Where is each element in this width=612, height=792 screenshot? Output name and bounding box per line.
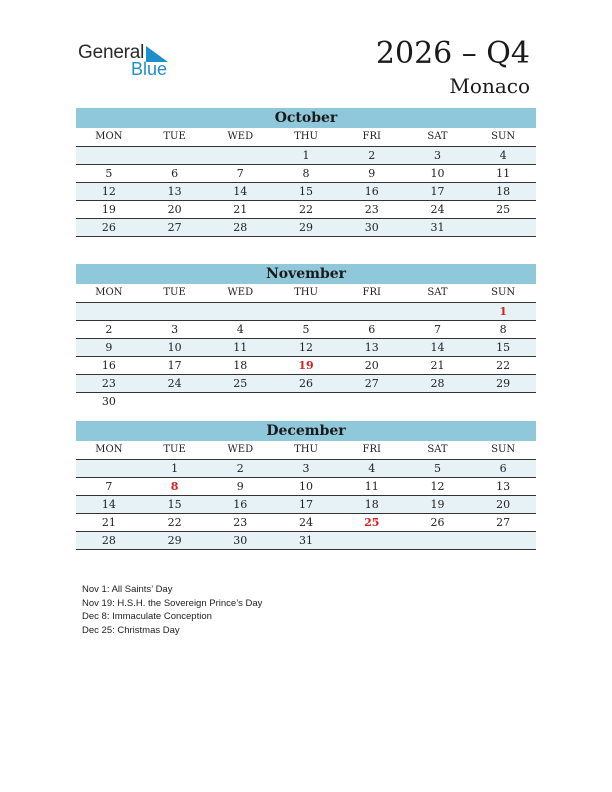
day-cell: 31 <box>430 221 445 234</box>
holiday-note: Dec 25: Christmas Day <box>82 624 180 636</box>
day-cell: 31 <box>299 534 314 547</box>
holiday-note: Dec 8: Immaculate Conception <box>82 611 212 622</box>
day-cell: 28 <box>430 377 445 390</box>
day-cell: 30 <box>101 395 116 408</box>
weekday-label: FRI <box>362 131 381 142</box>
day-cell: 3 <box>302 462 310 475</box>
day-cell <box>142 303 208 320</box>
week-row <box>76 514 536 532</box>
week-row <box>76 165 536 183</box>
day-cell: 23 <box>101 377 116 390</box>
day-cell: 28 <box>101 534 116 547</box>
day-cell: 26 <box>101 221 116 234</box>
week-row <box>76 147 536 165</box>
day-cell: 13 <box>496 480 511 493</box>
day-cell: 20 <box>364 359 379 372</box>
holiday-day-cell: 19 <box>298 359 314 372</box>
holiday-day-cell: 1 <box>499 305 507 318</box>
day-cell: 9 <box>105 341 113 354</box>
month-calendar-october <box>76 108 536 237</box>
day-cell: 2 <box>236 462 244 475</box>
day-cell: 17 <box>430 185 445 198</box>
day-cell: 13 <box>167 185 182 198</box>
day-cell: 22 <box>167 516 182 529</box>
weekday-label: THU <box>294 131 318 142</box>
week-row <box>76 393 536 410</box>
day-cell: 7 <box>433 323 441 336</box>
day-cell: 18 <box>496 185 511 198</box>
day-cell: 1 <box>171 462 179 475</box>
weekday-label: THU <box>294 444 318 455</box>
day-cell <box>470 393 536 410</box>
day-cell: 30 <box>233 534 248 547</box>
day-cell: 19 <box>101 203 116 216</box>
day-cell: 21 <box>101 516 116 529</box>
week-row <box>76 201 536 219</box>
week-row <box>76 339 536 357</box>
day-cell: 29 <box>167 534 182 547</box>
weekday-header-row <box>76 284 536 303</box>
day-cell: 5 <box>105 167 113 180</box>
week-row <box>76 478 536 496</box>
day-cell <box>470 532 536 549</box>
day-cell: 27 <box>496 516 511 529</box>
day-cell: 6 <box>368 323 376 336</box>
day-cell: 7 <box>236 167 244 180</box>
day-cell: 19 <box>430 498 445 511</box>
day-cell: 24 <box>299 516 314 529</box>
day-cell: 27 <box>364 377 379 390</box>
holiday-day-cell: 8 <box>170 480 179 493</box>
day-cell: 23 <box>364 203 379 216</box>
day-cell: 24 <box>167 377 182 390</box>
page-title: 2026 – Q4 <box>375 36 530 71</box>
holiday-note: Nov 19: H.S.H. the Sovereign Prince’s Day <box>82 597 263 609</box>
weekday-label: FRI <box>362 287 381 298</box>
holiday-day-cell: 25 <box>364 516 380 529</box>
weekday-label: MON <box>95 444 123 455</box>
weekday-label: TUE <box>163 287 186 298</box>
day-cell: 23 <box>233 516 248 529</box>
day-cell: 16 <box>233 498 248 511</box>
day-cell <box>405 303 471 320</box>
weekday-label: THU <box>294 287 318 298</box>
day-cell: 15 <box>496 341 511 354</box>
week-row <box>76 532 536 550</box>
month-calendar-december <box>76 421 536 550</box>
weekday-label: SAT <box>427 444 448 455</box>
weekday-header-row <box>76 441 536 460</box>
day-cell: 8 <box>302 167 310 180</box>
day-cell: 20 <box>496 498 511 511</box>
day-cell: 2 <box>368 149 376 162</box>
weekday-label: MON <box>95 287 123 298</box>
day-cell: 4 <box>236 323 244 336</box>
day-cell: 11 <box>496 167 511 180</box>
day-cell: 14 <box>430 341 445 354</box>
week-row <box>76 460 536 478</box>
day-cell: 2 <box>105 323 113 336</box>
day-cell <box>339 303 405 320</box>
holiday-notes <box>82 583 262 637</box>
week-row <box>76 303 536 321</box>
day-cell <box>470 219 536 236</box>
week-row <box>76 183 536 201</box>
month-name: October <box>76 108 536 128</box>
day-cell: 4 <box>368 462 376 475</box>
day-cell: 16 <box>364 185 379 198</box>
week-row <box>76 219 536 237</box>
weekday-label: SUN <box>491 287 516 298</box>
day-cell <box>76 303 142 320</box>
day-cell: 12 <box>299 341 314 354</box>
weekday-header-row <box>76 128 536 147</box>
day-cell: 12 <box>430 480 445 493</box>
day-cell: 24 <box>430 203 445 216</box>
logo-word-general: General <box>78 42 145 63</box>
weekday-label: TUE <box>163 131 186 142</box>
day-cell: 15 <box>299 185 314 198</box>
day-cell: 22 <box>299 203 314 216</box>
day-cell: 3 <box>433 149 441 162</box>
day-cell: 29 <box>299 221 314 234</box>
day-cell: 18 <box>233 359 248 372</box>
weekday-label: SAT <box>427 287 448 298</box>
day-cell: 4 <box>499 149 507 162</box>
day-cell <box>405 393 471 410</box>
day-cell: 15 <box>167 498 182 511</box>
day-cell <box>405 532 471 549</box>
day-cell: 29 <box>496 377 511 390</box>
weekday-label: TUE <box>163 444 186 455</box>
day-cell: 6 <box>171 167 179 180</box>
weekday-label: FRI <box>362 444 381 455</box>
day-cell <box>142 393 208 410</box>
day-cell: 25 <box>496 203 511 216</box>
weekday-label: SAT <box>427 131 448 142</box>
day-cell: 25 <box>233 377 248 390</box>
month-name: December <box>76 421 536 441</box>
day-cell: 10 <box>430 167 445 180</box>
weekday-label: WED <box>227 444 254 455</box>
day-cell: 28 <box>233 221 248 234</box>
day-cell: 14 <box>101 498 116 511</box>
day-cell: 1 <box>302 149 310 162</box>
week-row <box>76 357 536 375</box>
day-cell <box>76 147 142 164</box>
day-cell <box>339 532 405 549</box>
month-name: November <box>76 264 536 284</box>
day-cell: 3 <box>171 323 179 336</box>
day-cell <box>339 393 405 410</box>
weekday-label: MON <box>95 131 123 142</box>
day-cell: 8 <box>499 323 507 336</box>
day-cell <box>207 393 273 410</box>
day-cell: 6 <box>499 462 507 475</box>
day-cell: 16 <box>101 359 116 372</box>
week-row <box>76 321 536 339</box>
day-cell: 30 <box>364 221 379 234</box>
logo-word-blue: Blue <box>131 59 168 79</box>
logo <box>78 42 178 82</box>
day-cell: 5 <box>433 462 441 475</box>
day-cell: 9 <box>236 480 244 493</box>
day-cell: 11 <box>233 341 248 354</box>
day-cell <box>273 303 339 320</box>
month-calendar-november <box>76 264 536 410</box>
day-cell: 21 <box>233 203 248 216</box>
day-cell: 17 <box>299 498 314 511</box>
weekday-label: SUN <box>491 444 516 455</box>
day-cell: 21 <box>430 359 445 372</box>
day-cell: 27 <box>167 221 182 234</box>
day-cell: 7 <box>105 480 113 493</box>
day-cell: 14 <box>233 185 248 198</box>
day-cell: 26 <box>299 377 314 390</box>
day-cell <box>273 393 339 410</box>
day-cell: 22 <box>496 359 511 372</box>
day-cell <box>207 147 273 164</box>
weekday-label: WED <box>227 287 254 298</box>
day-cell: 10 <box>167 341 182 354</box>
day-cell: 9 <box>368 167 376 180</box>
holiday-note: Nov 1: All Saints’ Day <box>82 584 173 595</box>
day-cell: 20 <box>167 203 182 216</box>
day-cell: 5 <box>302 323 310 336</box>
day-cell: 18 <box>364 498 379 511</box>
weekday-label: SUN <box>491 131 516 142</box>
weekday-label: WED <box>227 131 254 142</box>
day-cell <box>207 303 273 320</box>
week-row <box>76 375 536 393</box>
day-cell: 10 <box>299 480 314 493</box>
day-cell: 12 <box>101 185 116 198</box>
country-name: Monaco <box>449 74 530 98</box>
day-cell <box>76 460 142 477</box>
day-cell: 13 <box>364 341 379 354</box>
week-row <box>76 496 536 514</box>
day-cell: 17 <box>167 359 182 372</box>
day-cell: 11 <box>364 480 379 493</box>
day-cell <box>142 147 208 164</box>
day-cell: 26 <box>430 516 445 529</box>
